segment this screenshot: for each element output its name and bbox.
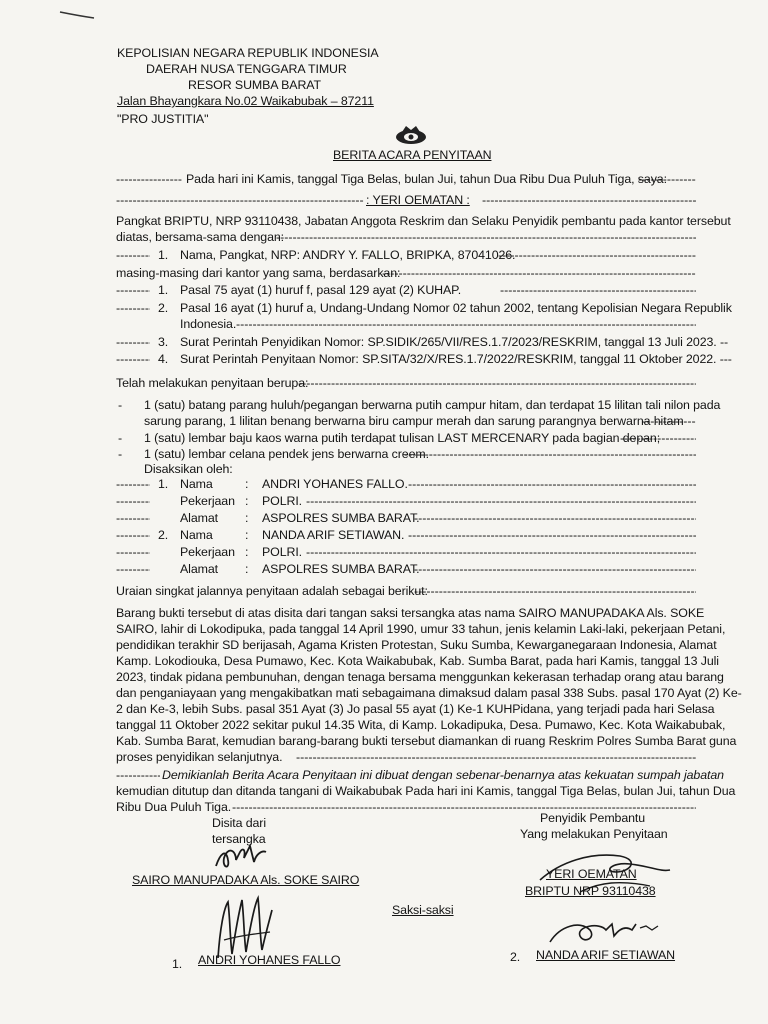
dash-fill	[116, 768, 160, 783]
dash-fill	[116, 301, 150, 316]
witness-address-label: Alamat	[180, 562, 218, 576]
dash-fill	[306, 494, 696, 509]
witness-sig-name: NANDA ARIF SETIAWAN	[536, 948, 676, 962]
basis-number: 1.	[158, 283, 169, 297]
dash-fill	[116, 477, 150, 492]
dash-fill	[116, 172, 182, 187]
basis-number: 4.	[158, 352, 169, 366]
seized-intro: Telah melakukan penyitaan berupa:	[116, 376, 309, 390]
dash-fill	[306, 545, 696, 560]
left-signatory-caption: Disita dari	[212, 816, 266, 830]
item-bullet: -	[118, 447, 123, 461]
colon: :	[245, 562, 249, 576]
basis-text: Surat Perintah Penyidikan Nomor: SP.SIDIK/265/VII/RES.1.7/2023/RESKRIM, tanggal 13 Juli 2023. --	[180, 335, 729, 349]
basis-number: 3.	[158, 335, 169, 349]
witness-name-label: Nama	[180, 477, 213, 491]
dash-fill	[498, 248, 696, 263]
witnesses-heading: Saksi-saksi	[392, 903, 454, 917]
header-address: Jalan Bhayangkara No.02 Waikabubak – 87211	[117, 94, 374, 108]
dash-fill	[116, 283, 150, 298]
dash-fill	[116, 335, 150, 350]
rank-line: Pangkat BRIPTU, NRP 93110438, Jabatan Anggota Reskrim dan Selaku Penyidik pembantu pada kantor tersebut	[116, 214, 731, 228]
opening-line: Pada hari ini Kamis, tanggal Tiga Belas, bulan Jui, tahun Dua Ribu Dua Puluh Tiga, saya:	[186, 172, 667, 186]
item-text-cont: sarung parang, 1 lilitan benang berwarna biru campur merah dan sarung parangnya berwarna hitam	[144, 414, 684, 428]
dash-fill	[620, 431, 696, 446]
witness-address: ASPOLRES SUMBA BARAT.	[262, 511, 420, 525]
officer-name: : YERI OEMATAN :	[366, 193, 470, 207]
colon: :	[245, 494, 249, 508]
closing-line: kemudian ditutup dan ditanda tangani di Waikabubak Pada hari ini Kamis, tanggal Tiga Belas, bulan Jui, tahun Dua	[116, 784, 736, 798]
basis-number: 2.	[158, 301, 169, 315]
header-line-1: KEPOLISIAN NEGARA REPUBLIK INDONESIA	[117, 46, 379, 60]
witness-address-label: Alamat	[180, 511, 218, 525]
based-on-label: masing-masing dari kantor yang sama, berdasarkan:	[116, 266, 401, 280]
left-signatory-caption: tersangka	[212, 832, 266, 846]
dash-fill	[414, 511, 696, 526]
witness-sig-number: 1.	[172, 957, 183, 971]
header-line-2: DAERAH NUSA TENGGARA TIMUR	[146, 62, 347, 76]
together-label: diatas, bersama-sama dengan:	[116, 230, 285, 244]
summary-line: Kamp. Lokodiouka, Desa Pumawo, Kec. Kota Waikabubak, Kab. Sumba Barat, pada hari Kamis, tanggal 13 Juli	[116, 654, 719, 668]
document-title: BERITA ACARA PENYITAAN	[333, 148, 492, 162]
dash-fill	[236, 317, 696, 332]
dash-fill	[408, 528, 696, 543]
basis-text: Pasal 16 ayat (1) huruf a, Undang-Undang Nomor 02 tahun 2002, tentang Kepolisian Negara Republik	[180, 301, 732, 315]
dash-fill	[276, 230, 696, 245]
dash-fill	[642, 414, 696, 429]
dash-fill	[298, 376, 696, 391]
summary-line: Kab. Sumba Barat, kemudian barang-barang bukti tersebut diamankan di ruang Reskrim Polres Sumba Barat guna	[116, 734, 737, 748]
witness-address: ASPOLRES SUMBA BARAT.	[262, 562, 420, 576]
witness-number: 2.	[158, 528, 169, 542]
summary-line: 2 dan Ke-3, lebih Subs. pasal 351 Ayat (3) Jo pasal 55 ayat (1) Ke-1 KUHPidana, yang terjadi pada hari Selasa	[116, 702, 715, 716]
dash-fill	[116, 193, 364, 208]
witness-job-label: Pekerjaan	[180, 494, 235, 508]
dash-fill	[414, 584, 696, 599]
dash-fill	[482, 193, 696, 208]
dash-fill	[116, 562, 150, 577]
dash-fill	[116, 248, 150, 263]
closing-line: Demikianlah Berita Acara Penyitaan ini dibuat dengan sebenar-benarnya atas kekuatan sumpah jabatan	[162, 768, 724, 782]
item-text: 1 (satu) batang parang huluh/pegangan berwarna putih campur hitam, dan terdapat 15 lilitan tali nilon pada	[144, 398, 721, 412]
scratch-mark	[58, 8, 98, 22]
summary-line: tanggal 11 Oktober 2022 sekitar pukul 14.35 Wita, di Kamp. Lokadipuka, Desa. Pumawo, Kec. Kota Waikabubak,	[116, 718, 726, 732]
companion-text: Nama, Pangkat, NRP: ANDRY Y. FALLO, BRIPKA, 87041026.	[180, 248, 516, 262]
right-signatory-caption: Yang melakukan Penyitaan	[520, 827, 668, 841]
witnessed-by-label: Disaksikan oleh:	[144, 462, 233, 476]
dash-fill	[414, 562, 696, 577]
closing-line: Ribu Dua Puluh Tiga.	[116, 800, 232, 814]
summary-line: 2023, tindak pidana pembunuhan, dengan tenaga bersama menggunkan kekerasan terhadap orang atau barang	[116, 670, 724, 684]
colon: :	[245, 477, 249, 491]
item-bullet: -	[118, 398, 123, 412]
item-text: 1 (satu) lembar celana pendek jens berwarna creem.	[144, 447, 429, 461]
right-signatory-caption: Penyidik Pembantu	[540, 811, 646, 825]
witness-name-label: Nama	[180, 528, 213, 542]
dash-fill	[638, 172, 696, 187]
dash-fill	[116, 545, 150, 560]
item-bullet: -	[118, 431, 123, 445]
basis-text-cont: Indonesia.	[180, 317, 237, 331]
witness-name: NANDA ARIF SETIAWAN.	[262, 528, 405, 542]
police-emblem-icon	[394, 124, 428, 146]
summary-line: pendidikan terakhir SD berijasah, Agama Kristen Protestan, Suku Sumba, Kewarganegaraan Indonesia, Alamat	[116, 638, 717, 652]
companion-number: 1.	[158, 248, 169, 262]
header-line-3: RESOR SUMBA BARAT	[188, 78, 322, 92]
summary-line: SAIRO, lahir di Lokodipuka, pada tanggal 14 April 1990, umur 33 tahun, jenis kelamin Laki-laki, pekerjaan Petani,	[116, 622, 726, 636]
colon: :	[245, 528, 249, 542]
dash-fill	[296, 750, 696, 765]
dash-fill	[500, 283, 696, 298]
witness-name: ANDRI YOHANES FALLO.	[262, 477, 408, 491]
summary-line: proses penyidikan selanjutnya.	[116, 750, 283, 764]
pro-justitia: "PRO JUSTITIA"	[117, 112, 209, 126]
dash-fill	[116, 494, 150, 509]
basis-text: Surat Perintah Penyitaan Nomor: SP.SITA/32/X/RES.1.7/2022/RESKRIM, tanggal 11 Oktober 2022. ---	[180, 352, 732, 366]
witness-job: POLRI.	[262, 545, 303, 559]
dash-fill	[116, 511, 150, 526]
investigator-name: YERI OEMATAN	[546, 867, 637, 881]
witness-number: 1.	[158, 477, 169, 491]
summary-line: dan penganiayaan yang mengakibatkan mati sebagaimana dimaksud dalam pasal 338 Subs. pasal 170 Ayat (2) Ke-	[116, 686, 742, 700]
dash-fill	[382, 266, 696, 281]
dash-fill	[116, 528, 150, 543]
witness-job-label: Pekerjaan	[180, 545, 235, 559]
summary-intro: Uraian singkat jalannya penyitaan adalah sebagai berikut:	[116, 584, 428, 598]
colon: :	[245, 545, 249, 559]
dash-fill	[408, 477, 696, 492]
dash-fill	[404, 447, 696, 462]
dash-fill	[116, 352, 150, 367]
witness-job: POLRI.	[262, 494, 303, 508]
witness-sig-number: 2.	[510, 950, 521, 964]
summary-line: Barang bukti tersebut di atas disita dari tangan saksi tersangka atas nama SAIRO MANUPADAKA Als. SOKE	[116, 606, 705, 620]
investigator-rank: BRIPTU NRP 93110438	[525, 884, 656, 898]
suspect-name: SAIRO MANUPADAKA Als. SOKE SAIRO	[132, 873, 360, 887]
colon: :	[245, 511, 249, 525]
witness-sig-name: ANDRI YOHANES FALLO	[198, 953, 341, 967]
item-text: 1 (satu) lembar baju kaos warna putih terdapat tulisan LAST MERCENARY pada bagian depan;	[144, 431, 661, 445]
basis-text: Pasal 75 ayat (1) huruf f, pasal 129 ayat (2) KUHAP.	[180, 283, 462, 297]
